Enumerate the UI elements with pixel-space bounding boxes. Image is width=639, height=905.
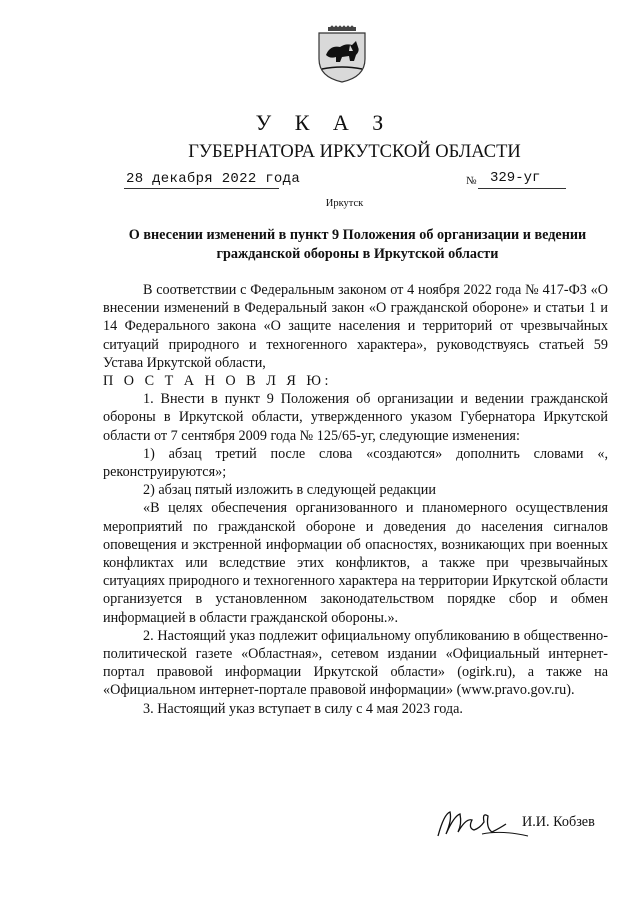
document-heading: О внесении изменений в пункт 9 Положения об организации и ведении гражданской обороны в Иркутской области	[128, 227, 587, 262]
number-sign: №	[466, 175, 477, 187]
coat-of-arms-icon	[316, 25, 368, 83]
document-body	[103, 281, 608, 718]
item-1-quote-paragraph: «В целях обеспечения организованного и планомерного осуществления мероприятий по гражданской обороне и доведения до населения сигналов оповещения и экстренной информации об опасностях, возникающих при военных конфликтах или вследствие этих конфликтов, а также при чрезвычайных ситуациях природного и техногенного характера на территории Иркутской области организуется в установленном законодательством порядке сбор и обмен информацией в области гражданской обороны.».	[103, 500, 608, 626]
item-2-paragraph: 2. Настоящий указ подлежит официальному опубликованию в общественно-политической газете «Областная», сетевом издании «Официальный интернет-портал правовой информации Иркутской области» (ogirk.ru), а также на «Официальном интернет-портале правовой информации» (www.pravo.gov.ru).	[103, 627, 608, 699]
item-1-1-paragraph: 1) абзац третий после слова «создаются» дополнить словами «, реконструируются»;	[103, 445, 608, 481]
date-underline	[124, 188, 279, 189]
document-authority-subtitle: ГУБЕРНАТОРА ИРКУТСКОЙ ОБЛАСТИ	[188, 142, 521, 162]
item-3-paragraph: 3. Настоящий указ вступает в силу с 4 мая 2023 года.	[143, 700, 463, 717]
document-type-title: У К А З	[255, 110, 393, 135]
number-underline	[478, 188, 566, 189]
document-number: 329-уг	[490, 170, 541, 186]
postanovlyayu-line: П О С Т А Н О В Л Я Ю:	[103, 373, 332, 390]
handwritten-signature	[432, 806, 532, 842]
preamble-paragraph: В соответствии с Федеральным законом от 4 ноября 2022 года № 417-ФЗ «О внесении изменений в Федеральный закон «О гражданской обороне» и статьи 1 и 14 Федерального закона «О защите населения и территорий от чрезвычайных ситуаций природного и техногенного характера», руководствуясь статьей 59 Устава Иркутской области,	[103, 282, 608, 371]
document-city: Иркутск	[325, 198, 364, 209]
item-1-2-paragraph: 2) абзац пятый изложить в следующей редакции	[143, 482, 436, 499]
signer-name: И.И. Кобзев	[522, 814, 595, 830]
document-date: 28 декабря 2022 года	[126, 171, 301, 187]
item-1-paragraph: 1. Внести в пункт 9 Положения об организации и ведении гражданской обороны в Иркутской области, утвержденного указом Губернатора Иркутской области от 7 сентября 2009 года № 125/65-уг, следующие изменения:	[103, 391, 608, 444]
